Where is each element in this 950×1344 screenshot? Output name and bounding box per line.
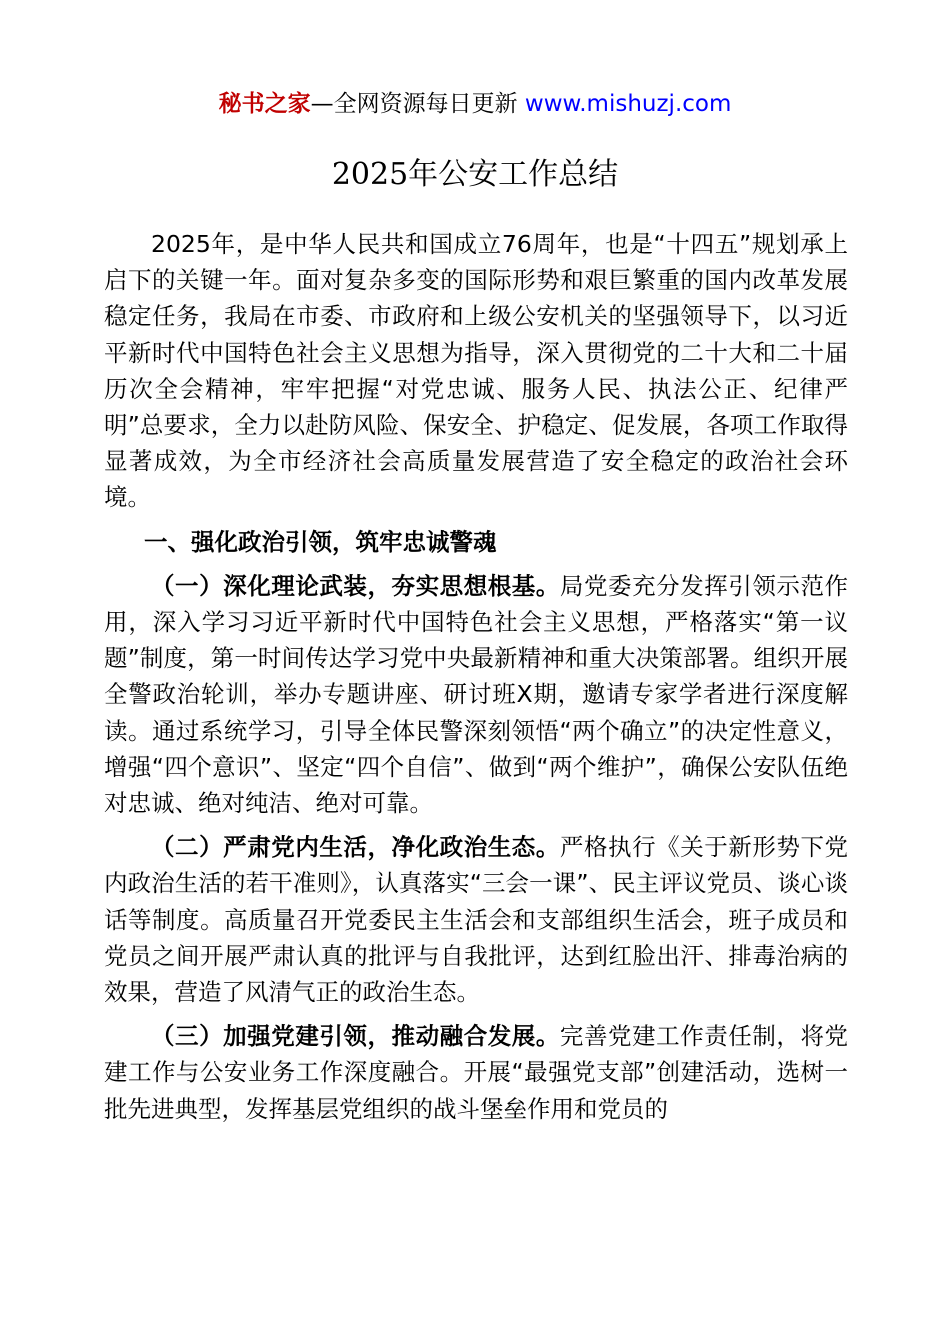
subsection-text-2: 严格执行《关于新形势下党内政治生活的若干准则》，认真落实“三会一课”、民主评议党员、谈心谈话等制度。高质量召开党委民主生活会和支部组织生活会，班子成员和党员之间开展严肃认真的批评与自我批评，达到红脸出汗、排毒治病的效果，营造了风清气正的政治生态。 — [104, 833, 849, 1007]
header-tagline: —全网资源每日更新 — [310, 91, 525, 117]
intro-paragraph: 2025年，是中华人民共和国成立76周年，也是“十四五”规划承上启下的关键一年。面对复杂多变的国际形势和艰巨繁重的国内改革发展稳定任务，我局在市委、市政府和上级公安机关的坚强领导下，以习近平新时代中国特色社会主义思想为指导，深入贯彻党的二十大和二十届历次全会精神，牢牢把握“对党忠诚、服务人民、执法公正、纪律严明”总要求，全力以赴防风险、保安全、护稳定、促发展，各项工作取得显著成效，为全市经济社会高质量发展营造了安全稳定的政治社会环境。 — [104, 230, 848, 512]
subsection-paragraph-3 — [104, 1018, 848, 1127]
document-title: 2025年公安工作总结 — [331, 157, 619, 192]
document-body — [104, 226, 848, 1135]
subsection-text-1: 局党委充分发挥引领示范作用，深入学习习近平新时代中国特色社会主义思想，严格落实“第一议题”制度，第一时间传达学习党中央最新精神和重大决策部署。组织开展全警政治轮训，举办专题讲座、研讨班X期，邀请专家学者进行深度解读。通过系统学习，引导全体民警深刻领悟“两个确立”的决定性意义，增强“四个意识”、坚定“四个自信”、做到“两个维护”，确保公安队伍绝对忠诚、绝对纯洁、绝对可靠。 — [104, 571, 849, 818]
brand-name: 秘书之家 — [218, 91, 311, 117]
subsection-paragraph-2 — [104, 829, 848, 1010]
subsection-paragraph-1 — [104, 568, 848, 821]
subsection-lead-1: （一）深化理论武装，夯实思想根基。 — [151, 571, 560, 600]
subsection-text-3: 完善党建工作责任制，将党建工作与公安业务工作深度融合。开展“最强党支部”创建活动，选树一批先进典型，发挥基层党组织的战斗堡垒作用和党员的 — [104, 1022, 849, 1123]
subsection-lead-3: （三）加强党建引领，推动融合发展。 — [151, 1022, 560, 1051]
section-heading: 一、强化政治引领，筑牢忠诚警魂 — [144, 527, 497, 556]
subsection-lead-2: （二）严肃党内生活，净化政治生态。 — [151, 833, 560, 862]
site-url-link[interactable]: www.mishuzj.com — [524, 91, 732, 117]
site-header — [0, 86, 950, 122]
